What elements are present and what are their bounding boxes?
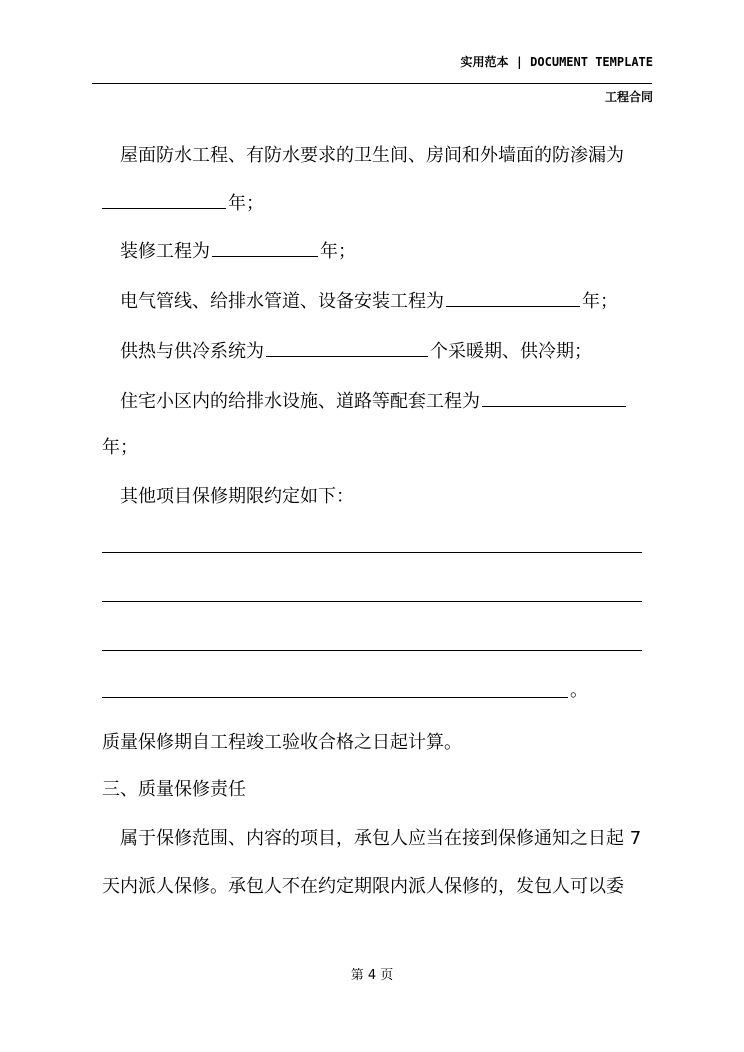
heating-periods-blank[interactable] bbox=[266, 340, 428, 357]
residential-clause bbox=[120, 390, 628, 413]
heating-prefix: 供热与供冷系统为 bbox=[120, 341, 264, 362]
electrical-suffix: 年； bbox=[582, 291, 618, 312]
header-divider bbox=[92, 83, 652, 84]
other-blank-line-2[interactable] bbox=[102, 601, 642, 602]
roof-years-blank[interactable] bbox=[102, 192, 226, 209]
residential-suffix: 年； bbox=[102, 437, 138, 458]
header-doc-type: 工程合同 bbox=[604, 90, 653, 104]
page-number: 第 4 页 bbox=[350, 968, 394, 983]
section-heading: 三、质量保修责任 bbox=[102, 779, 246, 800]
other-end-mark: 。 bbox=[570, 680, 588, 701]
roof-blank-line bbox=[102, 192, 264, 215]
residential-text: 住宅小区内的给排水设施、道路等配套工程为 bbox=[120, 391, 480, 412]
residential-years-blank[interactable] bbox=[482, 390, 626, 407]
electrical-prefix: 电气管线、给排水管道、设备安装工程为 bbox=[120, 291, 444, 312]
electrical-years-blank[interactable] bbox=[446, 290, 580, 307]
responsibility-line-1: 属于保修范围、内容的项目，承包人应当在接到保修通知之日起 7 bbox=[120, 828, 642, 849]
heating-clause bbox=[120, 340, 592, 363]
decoration-years-blank[interactable] bbox=[212, 240, 318, 257]
electrical-clause bbox=[120, 290, 618, 313]
warranty-start-note: 质量保修期自工程竣工验收合格之日起计算。 bbox=[102, 732, 462, 753]
decoration-prefix: 装修工程为 bbox=[120, 241, 210, 262]
heating-suffix: 个采暖期、供冷期； bbox=[430, 341, 592, 362]
decoration-suffix: 年； bbox=[320, 241, 356, 262]
other-blank-line-1[interactable] bbox=[102, 552, 642, 553]
other-blank-line-4[interactable] bbox=[102, 697, 568, 698]
header-brand: 实用范本 | DOCUMENT TEMPLATE bbox=[460, 55, 653, 69]
other-clause: 其他项目保修期限约定如下： bbox=[120, 486, 354, 507]
roof-clause: 屋面防水工程、有防水要求的卫生间、房间和外墙面的防渗漏为 bbox=[120, 145, 624, 166]
decoration-clause bbox=[120, 240, 356, 263]
responsibility-line-2: 天内派人保修。承包人不在约定期限内派人保修的，发包人可以委 bbox=[102, 876, 624, 897]
roof-suffix: 年； bbox=[228, 193, 264, 214]
other-blank-line-3[interactable] bbox=[102, 650, 642, 651]
